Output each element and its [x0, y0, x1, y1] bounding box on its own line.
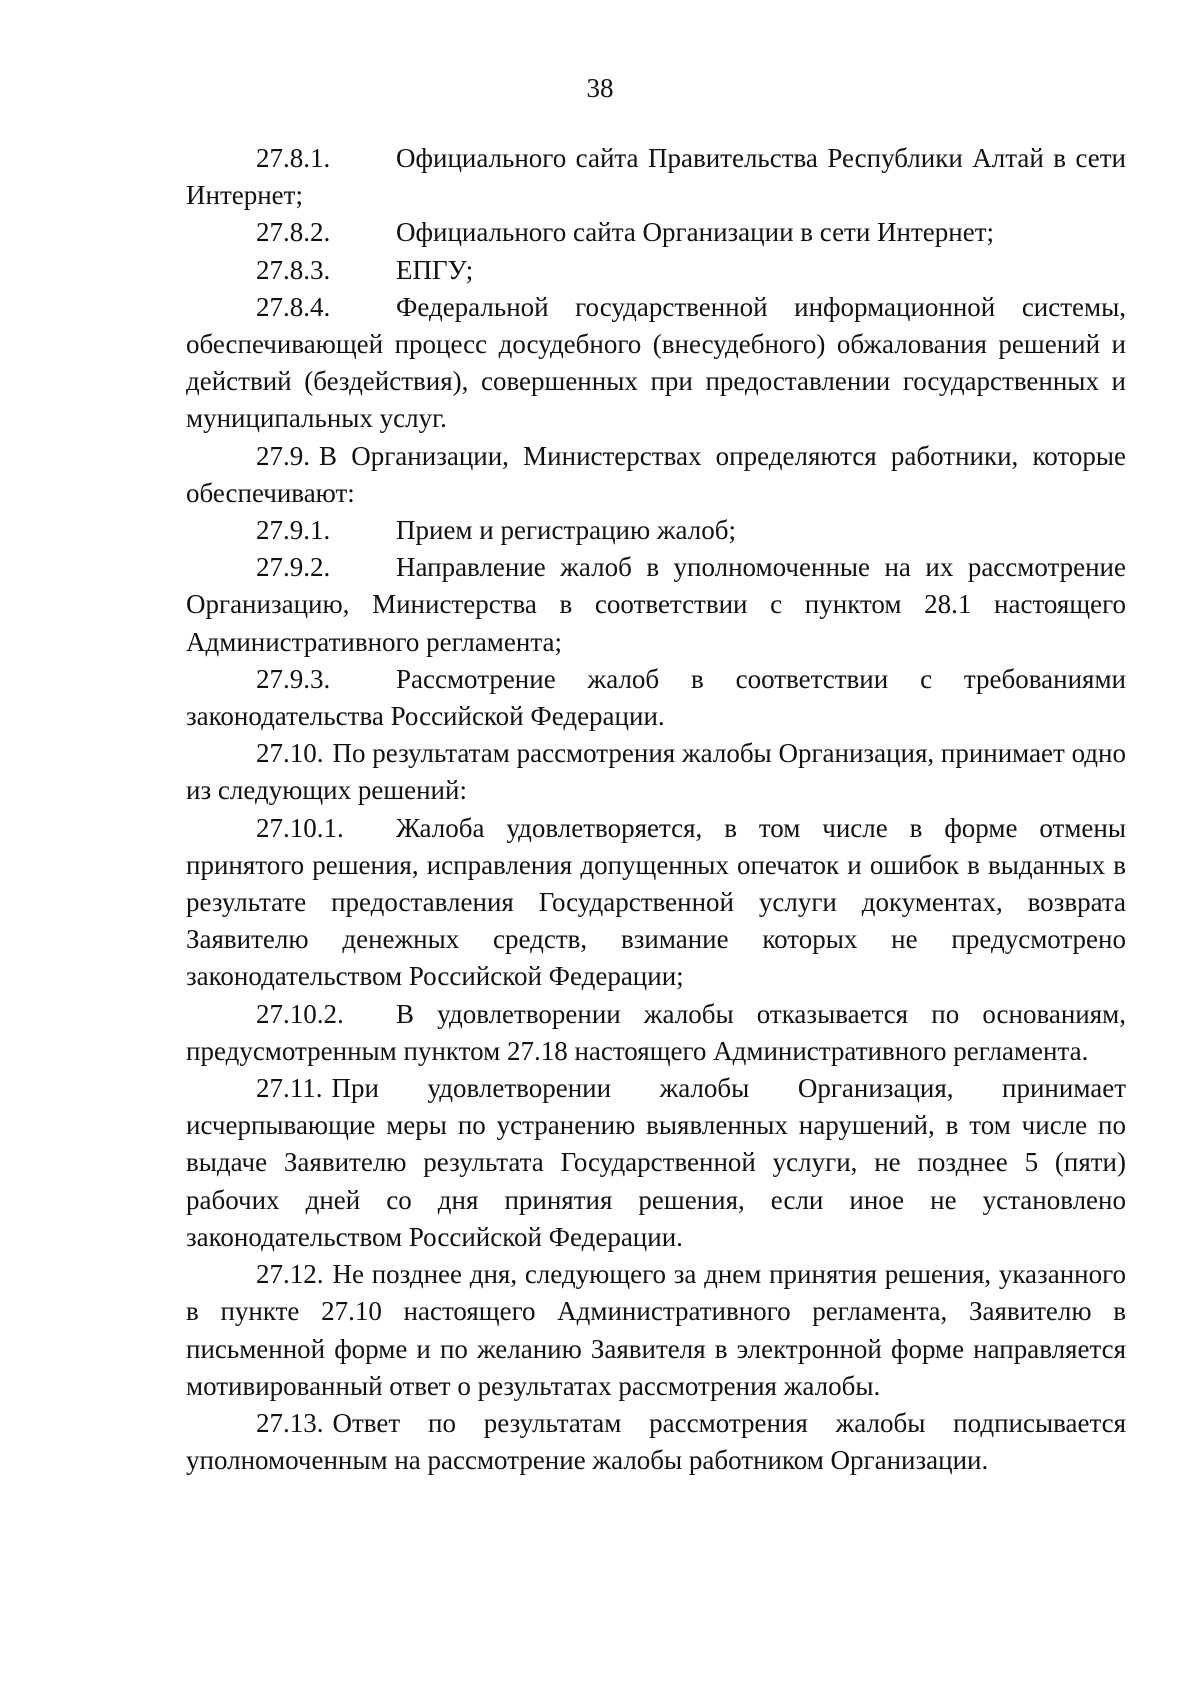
paragraph-number: 27.9.1.: [256, 515, 331, 546]
paragraph-number: 27.12.: [256, 1259, 324, 1290]
paragraph-text: Официального сайта Организации в сети Интернет;: [396, 217, 995, 248]
paragraph-text: Жалоба удовлетворяется, в том числе в форме отмены принятого решения, исправления допущенных опечаток и ошибок в выданных в результате предоставления Государственной услуги документах, возврата Заявителю денежных средств, взимание которых не предусмотрено законодательством Российской Федерации;: [186, 812, 1126, 992]
document-body: [186, 140, 1126, 1479]
paragraph-number: 27.10.: [256, 738, 324, 769]
paragraph-text: В удовлетворении жалобы отказывается по основаниям, предусмотренным пунктом 27.18 настоящего Административного регламента.: [186, 998, 1126, 1066]
paragraph-text: Рассмотрение жалоб в соответствии с требованиями законодательства Российской Федерации.: [186, 663, 1126, 732]
paragraph-text: Федеральной государственной информационной системы, обеспечивающей процесс досудебного (внесудебного) обжалования решений и действий (бездействия), совершенных при предоставлении государственных и муниципальных услуг.: [186, 291, 1126, 434]
paragraph-text: ЕПГУ;: [396, 254, 474, 285]
paragraph-text: Официального сайта Правительства Республики Алтай в сети Интернет;: [186, 143, 1126, 211]
paragraph-27-10: [186, 735, 1126, 809]
paragraph-number: 27.8.1.: [256, 143, 331, 173]
paragraph-27-8-3: [186, 252, 1126, 289]
paragraph-number: 27.11.: [256, 1073, 323, 1104]
paragraph-27-9-1: [186, 512, 1126, 549]
paragraph-27-8-1: [186, 140, 1126, 214]
paragraph-number: 27.8.4.: [256, 291, 331, 322]
paragraph-text: Не позднее дня, следующего за днем принятия решения, указанного в пункте 27.10 настоящего Административного регламента, Заявителю в письменной форме и по желанию Заявителя в электронной форме направляется мотивированный ответ о результатах рассмотрения жалобы.: [186, 1259, 1126, 1401]
paragraph-number: 27.10.2.: [256, 998, 344, 1029]
paragraph-text: Направление жалоб в уполномоченные на их рассмотрение Организацию, Министерства в соответствии с пунктом 28.1 настоящего Административного регламента;: [186, 552, 1126, 657]
paragraph-27-8-2: [186, 214, 1126, 251]
paragraph-number: 27.10.1.: [256, 812, 344, 843]
paragraph-27-11: [186, 1070, 1126, 1256]
paragraph-number: 27.9.2.: [256, 552, 331, 583]
paragraph-text: При удовлетворении жалобы Организация, принимает исчерпывающие меры по устранению выявленных нарушений, в том числе по выдаче Заявителю результата Государственной услуги, не позднее 5 (пяти) рабочих дней со дня принятия решения, если иное не установлено законодательством Российской Федерации.: [186, 1073, 1126, 1252]
paragraph-27-10-1: [186, 810, 1126, 996]
paragraph-27-12: [186, 1256, 1126, 1405]
paragraph-number: 27.8.2.: [256, 217, 331, 248]
page-number: 38: [586, 73, 614, 103]
paragraph-text: По результатам рассмотрения жалобы Организация, принимает одно из следующих решений:: [186, 738, 1126, 806]
paragraph-number: 27.9.3.: [256, 663, 331, 694]
paragraph-number: 27.9.: [256, 440, 310, 471]
paragraph-text: Прием и регистрацию жалоб;: [396, 515, 736, 546]
paragraph-27-8-4: [186, 289, 1126, 438]
paragraph-27-9: [186, 438, 1126, 512]
paragraph-27-9-3: [186, 661, 1126, 735]
paragraph-number: 27.8.3.: [256, 254, 331, 285]
paragraph-text: Ответ по результатам рассмотрения жалобы подписывается уполномоченным на рассмотрение жалобы работником Организации.: [186, 1407, 1126, 1476]
paragraph-text: В Организации, Министерствах определяются работники, которые обеспечивают:: [186, 440, 1126, 508]
paragraph-27-9-2: [186, 549, 1126, 661]
paragraph-number: 27.13.: [256, 1407, 324, 1438]
paragraph-27-13: [186, 1405, 1126, 1479]
paragraph-27-10-2: [186, 996, 1126, 1070]
